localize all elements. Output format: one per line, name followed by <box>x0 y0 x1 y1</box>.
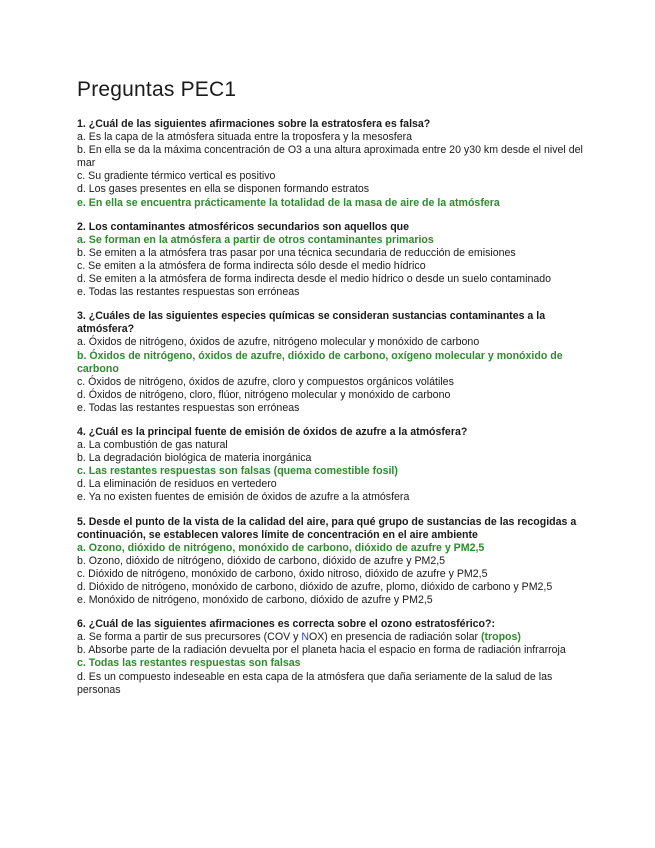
option-e: e. Todas las restantes respuestas son erróneas <box>77 286 300 299</box>
option-d: d. La eliminación de residuos en vertedero <box>77 478 277 491</box>
option-a-prefix: a. Se forma a partir de sus precursores (COV y <box>77 631 302 644</box>
option-e: e. Ya no existen fuentes de emisión de óxidos de azufre a la atmósfera <box>77 491 410 504</box>
option-d: d. Es un compuesto indeseable en esta capa de la atmósfera que daña seriamente de la salud de las personas <box>77 670 553 696</box>
option-e: e. Monóxido de nitrógeno, monóxido de carbono, dióxido de azufre y PM2,5 <box>77 594 433 607</box>
question-6 <box>77 618 585 697</box>
option-b: b. Se emiten a la atmósfera tras pasar por una técnica secundaria de reducción de emisiones <box>77 246 516 259</box>
option-b-correct: b. Óxidos de nitrógeno, óxidos de azufre, dióxido de carbono, oxígeno molecular y monóxido de carbono <box>77 349 563 375</box>
option-e-correct: e. En ella se encuentra prácticamente la totalidad de la masa de aire de la atmósfera <box>77 196 500 209</box>
option-b: b. En ella se da la máxima concentración de O3 a una altura aproximada entre 20 y30 km desde el nivel del mar <box>77 144 583 170</box>
option-a <box>77 631 585 644</box>
option-d: d. Se emiten a la atmósfera de forma indirecta desde el medio hídrico o desde un suelo contaminado <box>77 273 552 286</box>
question-text: 4. ¿Cuál es la principal fuente de emisión de óxidos de azufre a la atmósfera? <box>77 425 468 438</box>
option-c: c. Su gradiente térmico vertical es positivo <box>77 170 276 183</box>
question-text: 3. ¿Cuáles de las siguientes especies químicas se consideran sustancias contaminantes a la atmósfera? <box>77 310 546 336</box>
question-1 <box>77 118 585 210</box>
option-d: d. Óxidos de nitrógeno, cloro, flúor, nitrógeno molecular y monóxido de carbono <box>77 388 451 401</box>
option-d: d. Los gases presentes en ella se disponen formando estratos <box>77 183 370 196</box>
question-text: 1. ¿Cuál de las siguientes afirmaciones sobre la estratosfera es falsa? <box>77 118 431 130</box>
option-a-correct: a. Se forman en la atmósfera a partir de otros contaminantes primarios <box>77 233 434 246</box>
question-text: 6. ¿Cuál de las siguientes afirmaciones es correcta sobre el ozono estratosférico?: <box>77 618 496 631</box>
option-a-correct: a. Ozono, dióxido de nitrógeno, monóxido de carbono, dióxido de azufre y PM2,5 <box>77 541 485 554</box>
option-a: a. Óxidos de nitrógeno, óxidos de azufre, nitrógeno molecular y monóxido de carbono <box>77 336 480 349</box>
option-b: b. La degradación biológica de materia inorgánica <box>77 452 312 465</box>
option-c-correct: c. Las restantes respuestas son falsas (quema comestible fosil) <box>77 465 398 478</box>
option-c-correct: c. Todas las restantes respuestas son falsas <box>77 657 301 670</box>
option-b: b. Absorbe parte de la radiación devuelta por el planeta hacia el espacio en forma de radiación infrarroja <box>77 644 566 657</box>
option-d: d. Dióxido de nitrógeno, monóxido de carbono, dióxido de azufre, plomo, dióxido de carbono y PM2,5 <box>77 581 553 593</box>
option-a-nox-highlight: N <box>301 631 309 644</box>
option-a-rest: OX) en presencia de radiación solar <box>308 631 481 644</box>
option-c: c. Dióxido de nitrógeno, monóxido de carbono, óxido nitroso, dióxido de azufre y PM2,5 <box>77 567 488 580</box>
option-c: c. Se emiten a la atmósfera de forma indirecta sólo desde el medio hídrico <box>77 259 426 272</box>
question-text: 2. Los contaminantes atmosféricos secundarios son aquellos que <box>77 220 410 233</box>
question-3 <box>77 310 585 415</box>
question-text: 5. Desde el punto de la vista de la calidad del aire, para qué grupo de sustancias de las recogidas a continuación, se establecen valores límite de concentración en el aire ambiente <box>77 515 577 541</box>
question-4 <box>77 426 585 505</box>
question-2 <box>77 221 585 300</box>
option-e: e. Todas las restantes respuestas son erróneas <box>77 401 300 414</box>
option-a: a. La combustión de gas natural <box>77 439 228 452</box>
page-title: Preguntas PEC1 <box>77 78 237 101</box>
option-c: c. Óxidos de nitrógeno, óxidos de azufre, cloro y compuestos orgánicos volátiles <box>77 375 454 388</box>
option-a-note: (tropos) <box>480 631 521 644</box>
option-a: a. Es la capa de la atmósfera situada entre la troposfera y la mesosfera <box>77 131 413 144</box>
question-5 <box>77 516 585 608</box>
option-b: b. Ozono, dióxido de nitrógeno, dióxido de carbono, dióxido de azufre y PM2,5 <box>77 554 446 567</box>
